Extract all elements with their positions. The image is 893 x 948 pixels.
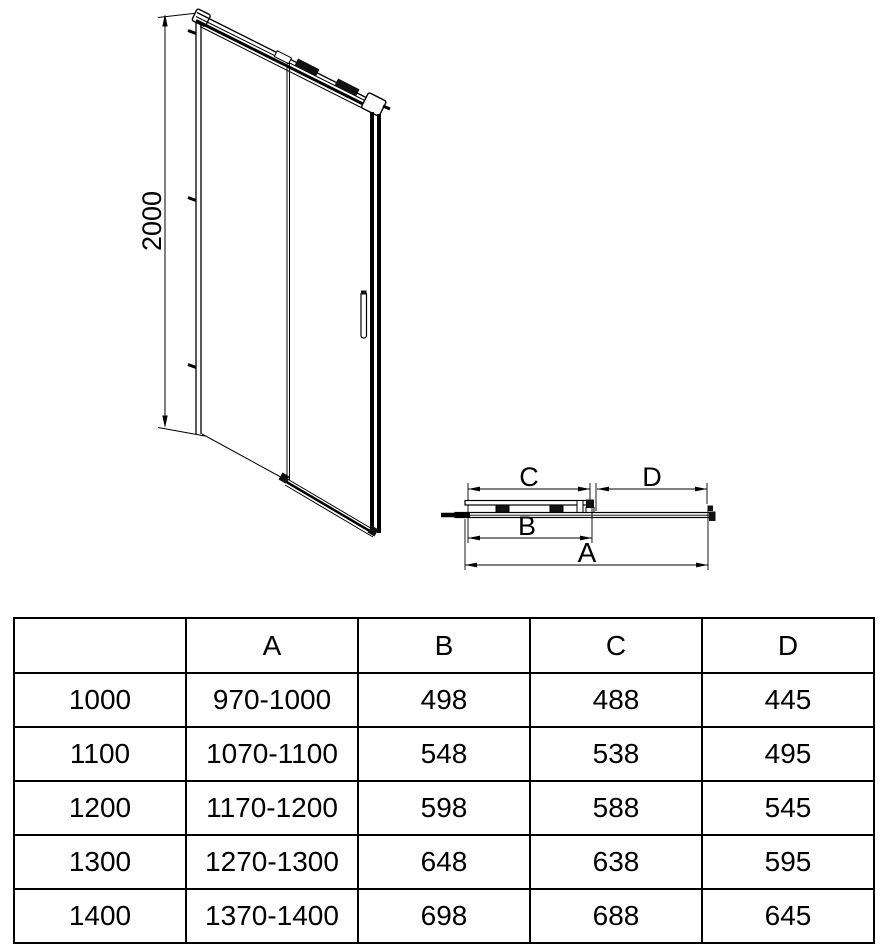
plan-view [441, 462, 716, 570]
table-cell-a: 1170-1200 [186, 781, 358, 835]
table-cell-b: 698 [358, 889, 530, 943]
door-handle [361, 291, 367, 339]
table-row [14, 835, 874, 889]
roller-carriage [294, 59, 319, 77]
plan-rail-end-cap [709, 512, 716, 522]
table-cell-c: 588 [530, 781, 702, 835]
door-overlap-edge [287, 62, 290, 480]
table-cell-c: 538 [530, 727, 702, 781]
table-cell-size: 1400 [14, 889, 186, 943]
height-dimension [137, 13, 205, 437]
plan-bracket [577, 501, 583, 513]
roller-carriage [334, 79, 359, 97]
table-row [14, 673, 874, 727]
table-row [14, 889, 874, 943]
table-cell-size: 1000 [14, 673, 186, 727]
dim-d [596, 462, 707, 511]
bottom-rail [279, 473, 379, 537]
table-cell-d: 445 [702, 673, 874, 727]
table-cell-c: 488 [530, 673, 702, 727]
top-rail [196, 13, 381, 117]
arrow-down-icon [162, 416, 167, 429]
glass-bottom-edge [202, 434, 288, 481]
dim-c-label: C [519, 462, 539, 492]
dim-d-label: D [642, 462, 662, 492]
table-cell-d: 645 [702, 889, 874, 943]
table-header-cell: C [530, 618, 702, 673]
table-cell-a: 970-1000 [186, 673, 358, 727]
dim-b [468, 506, 592, 543]
table-cell-d: 545 [702, 781, 874, 835]
front-view [137, 9, 390, 537]
table-cell-size: 1200 [14, 781, 186, 835]
table-cell-b: 598 [358, 781, 530, 835]
table-cell-size: 1300 [14, 835, 186, 889]
table-header-cell: A [186, 618, 358, 673]
table-cell-a: 1270-1300 [186, 835, 358, 889]
table-cell-b: 648 [358, 835, 530, 889]
table-cell-b: 548 [358, 727, 530, 781]
table-cell-d: 595 [702, 835, 874, 889]
table-cell-a: 1370-1400 [186, 889, 358, 943]
table-cell-c: 638 [530, 835, 702, 889]
wall-profile-left [188, 9, 211, 434]
height-dimension-label: 2000 [137, 190, 167, 252]
arrow-up-icon [162, 14, 167, 27]
table-cell-b: 498 [358, 673, 530, 727]
dim-a-label: A [577, 537, 597, 568]
table-header-cell: B [358, 618, 530, 673]
table-cell-a: 1070-1100 [186, 727, 358, 781]
dim-a [465, 509, 708, 570]
table-cell-c: 688 [530, 889, 702, 943]
dim-b-label: B [517, 511, 537, 541]
table-header-cell: D [702, 618, 874, 673]
size-table [13, 617, 875, 944]
plan-end-block [586, 500, 594, 508]
table-header-cell [14, 618, 186, 673]
table-header-row [14, 618, 874, 673]
table-cell-size: 1100 [14, 727, 186, 781]
table-row [14, 781, 874, 835]
table-row [14, 727, 874, 781]
table-cell-d: 495 [702, 727, 874, 781]
